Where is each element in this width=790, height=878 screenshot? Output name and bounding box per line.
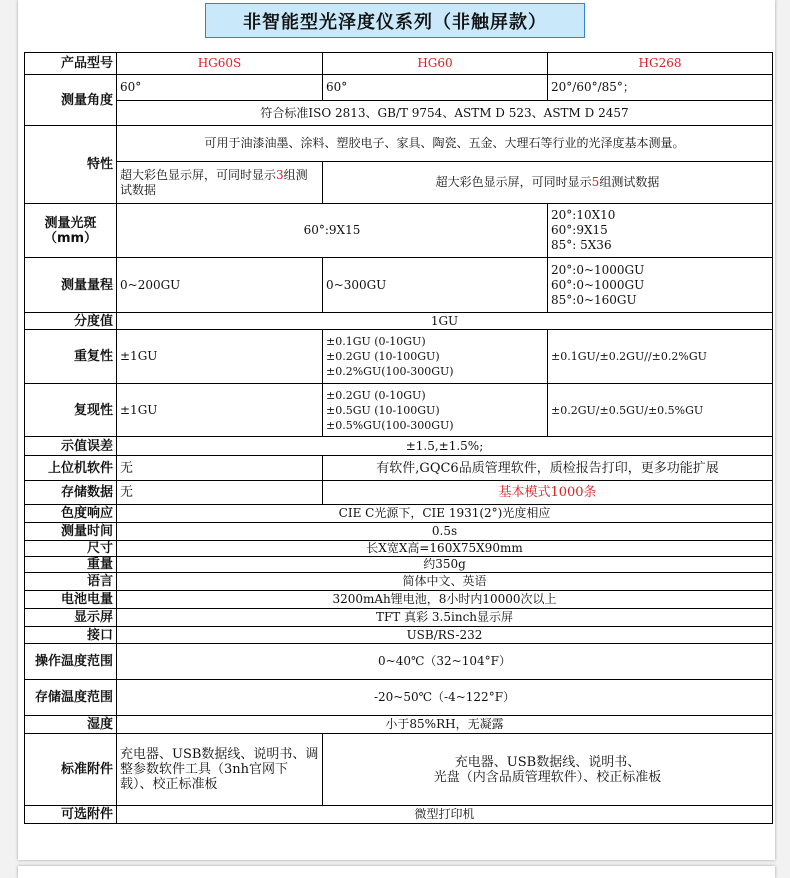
row-label-angle: 测量角度 xyxy=(25,75,117,126)
row-label-resolution: 分度值 xyxy=(25,313,117,330)
spec-table xyxy=(24,52,773,824)
row-label-error: 示值误差 xyxy=(25,437,117,456)
row-label-op-temp: 操作温度范围 xyxy=(25,644,117,680)
row-label-display: 显示屏 xyxy=(25,609,117,627)
table-row xyxy=(25,523,773,541)
table-row xyxy=(25,330,773,384)
table-row xyxy=(25,204,773,258)
row-label-reproduce: 复现性 xyxy=(25,384,117,437)
accessories-hg60-hg268: 充电器、USB数据线、说明书、 光盘（内含品质管理软件）、校正标准板 xyxy=(323,734,773,806)
resolution-value: 1GU xyxy=(117,313,773,330)
table-row xyxy=(25,541,773,557)
table-row xyxy=(25,609,773,627)
row-label-range: 测量量程 xyxy=(25,258,117,313)
table-row xyxy=(25,481,773,505)
row-label-humidity: 湿度 xyxy=(25,716,117,734)
row-label-optional: 可选附件 xyxy=(25,806,117,824)
row-label-battery: 电池电量 xyxy=(25,591,117,609)
row-label-feature: 特性 xyxy=(25,126,117,204)
table-row xyxy=(25,505,773,523)
table-row xyxy=(25,313,773,330)
range-hg268: 20°:0~1000GU 60°:0~1000GU 85°:0~160GU xyxy=(548,258,773,313)
feature-common: 可用于油漆油墨、涂料、塑胶电子、家具、陶瓷、五金、大理石等行业的光泽度基本测量。 xyxy=(117,126,773,162)
table-row xyxy=(25,627,773,644)
row-label-repeat: 重复性 xyxy=(25,330,117,384)
table-row xyxy=(25,53,773,75)
color-response-value: CIE C光源下，CIE 1931(2°)光度相应 xyxy=(117,505,773,523)
row-label-language: 语言 xyxy=(25,573,117,591)
op-temp-value: 0~40℃（32~104°F） xyxy=(117,644,773,680)
table-row xyxy=(25,644,773,680)
software-hg60-hg268: 有软件,GQC6品质管理软件，质检报告打印，更多功能扩展 xyxy=(323,456,773,481)
table-row xyxy=(25,126,773,162)
weight-value: 约350g xyxy=(117,557,773,573)
model-hg60: HG60 xyxy=(323,53,548,75)
range-hg60s: 0~200GU xyxy=(117,258,323,313)
table-row xyxy=(25,573,773,591)
table-row xyxy=(25,806,773,824)
battery-value: 3200mAh锂电池，8小时内10000次以上 xyxy=(117,591,773,609)
error-value: ±1.5,±1.5%; xyxy=(117,437,773,456)
optional-value: 微型打印机 xyxy=(117,806,773,824)
table-row xyxy=(25,384,773,437)
table-row xyxy=(25,162,773,204)
model-hg268: HG268 xyxy=(548,53,773,75)
model-hg60s: HG60S xyxy=(117,53,323,75)
spot-hg60s-hg60: 60°:9X15 xyxy=(117,204,548,258)
feature-hg60s: 超大彩色显示屏，可同时显示3组测试数据 xyxy=(117,162,323,204)
table-row xyxy=(25,101,773,126)
row-label-size: 尺寸 xyxy=(25,541,117,557)
language-value: 简体中文、英语 xyxy=(117,573,773,591)
software-hg60s: 无 xyxy=(117,456,323,481)
spot-hg268: 20°:10X10 60°:9X15 85°: 5X36 xyxy=(548,204,773,258)
angle-hg60s: 60° xyxy=(117,75,323,101)
row-label-model: 产品型号 xyxy=(25,53,117,75)
table-row xyxy=(25,456,773,481)
humidity-value: 小于85%RH，无凝露 xyxy=(117,716,773,734)
row-label-spot: 测量光斑（mm） xyxy=(25,204,117,258)
feature-hg60-hg268: 超大彩色显示屏，可同时显示5组测试数据 xyxy=(323,162,773,204)
reproduce-hg268: ±0.2GU/±0.5GU/±0.5%GU xyxy=(548,384,773,437)
table-row xyxy=(25,557,773,573)
angle-hg268: 20°/60°/85°； xyxy=(548,75,773,101)
storage-hg60s: 无 xyxy=(117,481,323,505)
display-value: TFT 真彩 3.5inch显示屏 xyxy=(117,609,773,627)
reproduce-hg60s: ±1GU xyxy=(117,384,323,437)
next-panel-edge xyxy=(18,866,775,878)
row-label-accessories: 标准附件 xyxy=(25,734,117,806)
range-hg60: 0~300GU xyxy=(323,258,548,313)
row-label-weight: 重量 xyxy=(25,557,117,573)
storage-hg60-hg268: 基本模式1000条 xyxy=(323,481,773,505)
repeat-hg268: ±0.1GU/±0.2GU//±0.2%GU xyxy=(548,330,773,384)
angle-hg60: 60° xyxy=(323,75,548,101)
row-label-software: 上位机软件 xyxy=(25,456,117,481)
table-row xyxy=(25,75,773,101)
page-title: 非智能型光泽度仪系列（非触屏款） xyxy=(205,3,585,38)
row-label-time: 测量时间 xyxy=(25,523,117,541)
row-label-st-temp: 存储温度范围 xyxy=(25,680,117,716)
row-label-interface: 接口 xyxy=(25,627,117,644)
interface-value: USB/RS-232 xyxy=(117,627,773,644)
table-row xyxy=(25,680,773,716)
repeat-hg60s: ±1GU xyxy=(117,330,323,384)
accessories-hg60s: 充电器、USB数据线、说明书、调整参数软件工具（3nh官网下载）、校正标准板 xyxy=(117,734,323,806)
table-row xyxy=(25,258,773,313)
table-row xyxy=(25,716,773,734)
row-label-color-response: 色度响应 xyxy=(25,505,117,523)
table-row xyxy=(25,591,773,609)
st-temp-value: -20~50℃（-4~122°F） xyxy=(117,680,773,716)
size-value: 长X宽X高=160X75X90mm xyxy=(117,541,773,557)
row-label-storage: 存储数据 xyxy=(25,481,117,505)
repeat-hg60: ±0.1GU (0-10GU) ±0.2GU (10-100GU) ±0.2%GU(100-300GU) xyxy=(323,330,548,384)
time-value: 0.5s xyxy=(117,523,773,541)
angle-standard: 符合标准ISO 2813、GB/T 9754、ASTM D 523、ASTM D 2457 xyxy=(117,101,773,126)
table-row xyxy=(25,437,773,456)
reproduce-hg60: ±0.2GU (0-10GU) ±0.5GU (10-100GU) ±0.5%GU(100-300GU) xyxy=(323,384,548,437)
table-row xyxy=(25,734,773,806)
